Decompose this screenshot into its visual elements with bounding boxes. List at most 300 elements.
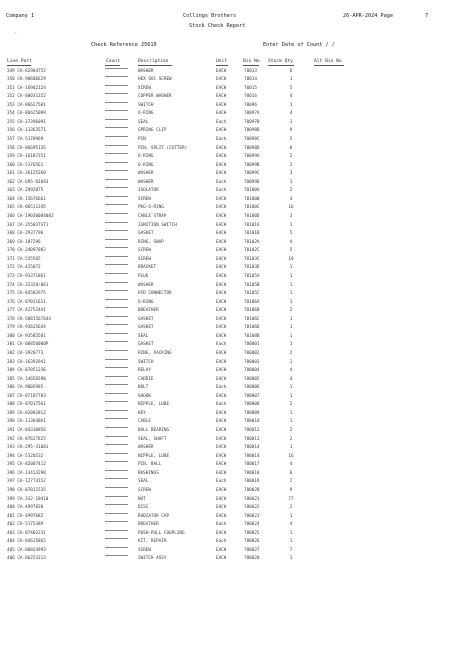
table-row bbox=[0, 213, 460, 222]
unit-cell: EACH bbox=[216, 410, 227, 416]
stock-qty-cell: 2 bbox=[289, 436, 293, 442]
description-cell: BALL BEARING bbox=[138, 428, 170, 434]
table-row bbox=[0, 273, 460, 282]
bin-no-cell: 780003 bbox=[244, 359, 260, 365]
count-entry-blank[interactable] bbox=[105, 110, 128, 111]
stock-qty-cell: 1 bbox=[289, 291, 293, 297]
bin-no-cell: 70098D bbox=[244, 145, 260, 151]
stock-qty-cell: 2 bbox=[289, 350, 293, 356]
stock-qty-cell: 1 bbox=[289, 325, 293, 331]
description-cell: SEAL bbox=[138, 479, 149, 485]
unit-cell: EACH bbox=[216, 505, 227, 511]
count-entry-blank[interactable] bbox=[105, 127, 128, 128]
line-part-cell: 389 CA-02002812 bbox=[7, 410, 46, 416]
stock-qty-cell: 2 bbox=[289, 154, 293, 160]
count-entry-blank[interactable] bbox=[105, 68, 128, 69]
bin-no-cell: 70100A bbox=[244, 188, 260, 194]
count-entry-blank[interactable] bbox=[105, 418, 128, 419]
description-underline bbox=[138, 65, 172, 66]
count-entry-blank[interactable] bbox=[105, 162, 128, 163]
bin-no-cell: 780022 bbox=[244, 505, 260, 511]
table-row bbox=[0, 487, 460, 496]
count-entry-blank[interactable] bbox=[105, 513, 128, 514]
col-unit: Unit bbox=[216, 59, 228, 64]
table-row bbox=[0, 418, 460, 427]
unit-cell: EACH bbox=[216, 282, 227, 288]
table-row bbox=[0, 470, 460, 479]
table-row bbox=[0, 401, 460, 410]
count-entry-blank[interactable] bbox=[105, 538, 128, 539]
line-part-cell: 388 CA-87017561 bbox=[7, 402, 46, 408]
count-entry-blank[interactable] bbox=[105, 324, 128, 325]
table-row bbox=[0, 204, 460, 213]
description-cell: BREATHER bbox=[138, 308, 159, 314]
line-part-cell: 405 CA-80824993 bbox=[7, 547, 46, 553]
unit-cell: EACH bbox=[216, 376, 227, 382]
bin-no-cell: 70100D bbox=[244, 214, 260, 220]
count-entry-blank[interactable] bbox=[105, 359, 128, 360]
description-cell: O-RING bbox=[138, 154, 154, 160]
line-part-cell: 362 CA-695-81043 bbox=[7, 179, 49, 185]
bin-no-cell: 70099A bbox=[244, 154, 260, 160]
line-part-cell: 399 CA-332-10410 bbox=[7, 496, 49, 502]
description-cell: SCREW bbox=[138, 256, 151, 262]
table-row bbox=[0, 179, 460, 188]
stock-qty-cell: 1 bbox=[289, 102, 293, 108]
table-row bbox=[0, 68, 460, 77]
stock-qty-cell: 5 bbox=[289, 248, 293, 254]
line-part-cell: 356 CA-11363571 bbox=[7, 128, 46, 134]
description-cell: NUT bbox=[138, 496, 146, 502]
description-cell: WASHER bbox=[138, 179, 154, 185]
table-row bbox=[0, 145, 460, 154]
line-part-cell: 359 CA-16187351 bbox=[7, 154, 46, 160]
bin-no-cell: 780017 bbox=[244, 462, 260, 468]
unit-cell: EACH bbox=[216, 462, 227, 468]
count-entry-blank[interactable] bbox=[105, 282, 128, 283]
line-part-cell: 394 CA-5320532 bbox=[7, 453, 44, 459]
line-part-cell: 397 CA-12774152 bbox=[7, 479, 46, 485]
unit-cell: EACH bbox=[216, 547, 227, 553]
stock-qty-cell: 1 bbox=[289, 445, 293, 451]
line-part-cell: 378 CA-5881567644 bbox=[7, 316, 51, 322]
line-part-cell: 357 CA-5178969 bbox=[7, 136, 44, 142]
unit-cell: EACH bbox=[216, 128, 227, 134]
description-cell: CABLE STRAP bbox=[138, 214, 167, 220]
stock-qty-cell: 5 bbox=[289, 85, 293, 91]
table-row bbox=[0, 110, 460, 119]
unit-cell: EACH bbox=[216, 359, 227, 365]
bin-no-cell: 70096 bbox=[244, 102, 257, 108]
alt-bin-no-underline bbox=[314, 65, 344, 66]
stock-qty-cell: 2 bbox=[289, 308, 293, 314]
description-cell: GASKET bbox=[138, 342, 154, 348]
count-entry-blank[interactable] bbox=[105, 299, 128, 300]
description-cell: BUSHINGS bbox=[138, 470, 159, 476]
count-entry-blank[interactable] bbox=[105, 555, 128, 556]
table-row bbox=[0, 282, 460, 291]
description-cell: BOLT bbox=[138, 385, 149, 391]
description-cell: BREATHER bbox=[138, 522, 159, 528]
line-part-cell: 380 CA-93583581 bbox=[7, 333, 46, 339]
count-entry-blank[interactable] bbox=[105, 213, 128, 214]
table-row bbox=[0, 256, 460, 265]
table-row bbox=[0, 119, 460, 128]
description-cell: WASHER bbox=[138, 282, 154, 288]
unit-cell: EACH bbox=[216, 171, 227, 177]
col-bin-no: Bin No bbox=[243, 59, 260, 64]
stock-qty-cell: 1 bbox=[289, 299, 293, 305]
stock-qty-cell: 1 bbox=[289, 530, 293, 536]
line-part-cell: 360 CA-5176561 bbox=[7, 162, 44, 168]
line-part-cell: 403 CA-87402231 bbox=[7, 530, 46, 536]
count-entry-blank[interactable] bbox=[105, 85, 128, 86]
table-row bbox=[0, 376, 460, 385]
unit-cell: EACH bbox=[216, 214, 227, 220]
stock-qty-cell: 2 bbox=[289, 402, 293, 408]
count-entry-blank[interactable] bbox=[105, 410, 128, 411]
table-row bbox=[0, 247, 460, 256]
unit-cell: EACH bbox=[216, 145, 227, 151]
count-entry-blank[interactable] bbox=[105, 307, 128, 308]
stock-qty-cell: 1 bbox=[289, 539, 293, 545]
col-line-part: Line Part bbox=[7, 59, 32, 64]
line-part-cell: 401 CA-4997682 bbox=[7, 513, 44, 519]
unit-cell: Each bbox=[216, 402, 227, 408]
line-part-cell: 355 CA-37396091 bbox=[7, 119, 46, 125]
unit-cell: EACH bbox=[216, 94, 227, 100]
stock-qty-cell: 16 bbox=[288, 453, 294, 459]
description-cell: HYD CONNECTOR bbox=[138, 291, 172, 297]
table-row bbox=[0, 324, 460, 333]
line-part-cell: 392 CA-87627825 bbox=[7, 436, 46, 442]
bin-no-cell: 780026 bbox=[244, 539, 260, 545]
stock-qty-cell: 1 bbox=[289, 419, 293, 425]
stock-qty-cell: 10 bbox=[288, 256, 294, 262]
table-row bbox=[0, 359, 460, 368]
line-part-cell: 379 CA-93635644 bbox=[7, 325, 46, 331]
count-entry-blank[interactable] bbox=[105, 290, 128, 291]
bin-no-cell: 70100B bbox=[244, 196, 260, 202]
bin-no-cell: 780013 bbox=[244, 436, 260, 442]
bin-no-cell: 780028 bbox=[244, 556, 260, 562]
line-part-cell: 384 CA-87051236 bbox=[7, 368, 46, 374]
stock-qty-cell: 1 bbox=[289, 265, 293, 271]
unit-cell: Each bbox=[216, 188, 227, 194]
table-row bbox=[0, 316, 460, 325]
count-entry-blank[interactable] bbox=[105, 487, 128, 488]
table-row bbox=[0, 555, 460, 564]
unit-cell: Each bbox=[216, 385, 227, 391]
stock-qty-cell: 1 bbox=[289, 282, 293, 288]
stock-qty-cell: 77 bbox=[288, 496, 294, 502]
unit-cell: EACH bbox=[216, 222, 227, 228]
count-entry-blank[interactable] bbox=[105, 187, 128, 188]
stock-qty-cell: 9 bbox=[289, 128, 293, 134]
line-part-cell: 395 CA-82007412 bbox=[7, 462, 46, 468]
bin-no-cell: 70014 bbox=[244, 77, 257, 83]
line-part-cell: 363 CA-2992075 bbox=[7, 188, 44, 194]
stock-qty-cell: 1 bbox=[289, 77, 293, 83]
description-cell: SCREW bbox=[138, 547, 151, 553]
count-entry-blank[interactable] bbox=[105, 247, 128, 248]
bin-no-cell: 780024 bbox=[244, 522, 260, 528]
stock-qty-cell: 1 bbox=[289, 119, 293, 125]
description-cell: SCREW bbox=[138, 85, 151, 91]
stock-qty-cell: 4 bbox=[289, 522, 293, 528]
stock-qty-cell: 3 bbox=[289, 171, 293, 177]
line-part-cell: 383 CA-16392941 bbox=[7, 359, 46, 365]
table-row bbox=[0, 427, 460, 436]
bin-no-cell: 70013 bbox=[244, 68, 257, 74]
description-cell: IGNITION SWITCH bbox=[138, 222, 177, 228]
bin-no-cell: 780002 bbox=[244, 350, 260, 356]
description-cell: SCREW bbox=[138, 487, 151, 493]
description-cell: CABLE bbox=[138, 419, 151, 425]
count-entry-blank[interactable] bbox=[105, 393, 128, 394]
count-entry-blank[interactable] bbox=[105, 153, 128, 154]
unit-cell: EACH bbox=[216, 530, 227, 536]
table-row bbox=[0, 538, 460, 547]
bin-no-cell: 780006 bbox=[244, 385, 260, 391]
count-entry-blank[interactable] bbox=[105, 461, 128, 462]
count-entry-blank[interactable] bbox=[105, 367, 128, 368]
line-part-cell: 373 CA-93371861 bbox=[7, 273, 46, 279]
stock-qty-cell: 6 bbox=[289, 470, 293, 476]
count-entry-blank[interactable] bbox=[105, 264, 128, 265]
count-entry-blank[interactable] bbox=[105, 102, 128, 103]
stock-qty-cell: 2 bbox=[289, 479, 293, 485]
unit-cell: EACH bbox=[216, 350, 227, 356]
unit-cell: EACH bbox=[216, 77, 227, 83]
count-entry-blank[interactable] bbox=[105, 196, 128, 197]
bin-no-cell: 780010 bbox=[244, 419, 260, 425]
table-row bbox=[0, 384, 460, 393]
line-part-cell: 351 CA-16902124 bbox=[7, 85, 46, 91]
stock-qty-cell: 16 bbox=[288, 205, 294, 211]
description-cell: PIN bbox=[138, 136, 146, 142]
description-cell: PIN, SPLIT (COTTER) bbox=[138, 145, 188, 151]
line-part-cell: 402 CA-5175389 bbox=[7, 522, 44, 528]
count-entry-blank[interactable] bbox=[105, 341, 128, 342]
unit-cell: EACH bbox=[216, 248, 227, 254]
line-part-cell: 358 CA-86695135 bbox=[7, 145, 46, 151]
description-cell: PKG-O-RING bbox=[138, 205, 164, 211]
description-cell: COPPER WASHER bbox=[138, 94, 172, 100]
table-row bbox=[0, 367, 460, 376]
stock-qty-cell: 4 bbox=[289, 376, 293, 382]
count-entry-blank[interactable] bbox=[105, 119, 128, 120]
count-entry-blank[interactable] bbox=[105, 93, 128, 94]
bin-no-underline bbox=[243, 65, 259, 66]
count-entry-blank[interactable] bbox=[105, 504, 128, 505]
table-row bbox=[0, 333, 460, 342]
company-label: Company 1 bbox=[6, 13, 35, 19]
count-entry-blank[interactable] bbox=[105, 350, 128, 351]
col-stock-qty: Stock Qty bbox=[268, 59, 293, 64]
table-row bbox=[0, 453, 460, 462]
count-entry-blank[interactable] bbox=[105, 76, 128, 77]
bin-no-cell: 70101B bbox=[244, 231, 260, 237]
count-entry-blank[interactable] bbox=[105, 444, 128, 445]
unit-cell: EACH bbox=[216, 368, 227, 374]
table-row bbox=[0, 290, 460, 299]
col-alt-bin-no: Alt Bin No bbox=[314, 59, 342, 64]
bin-no-cell: 70098B bbox=[244, 128, 260, 134]
count-entry-blank[interactable] bbox=[105, 376, 128, 377]
line-part-cell: 398 CA-87011535 bbox=[7, 487, 46, 493]
bin-no-cell: 70101A bbox=[244, 222, 260, 228]
bin-no-cell: 780023 bbox=[244, 513, 260, 519]
unit-cell: EACH bbox=[216, 231, 227, 237]
count-entry-blank[interactable] bbox=[105, 478, 128, 479]
line-part-cell: 406 CA-86253313 bbox=[7, 556, 46, 562]
stock-qty-cell: 2 bbox=[289, 428, 293, 434]
description-cell: RING, PACKING bbox=[138, 350, 172, 356]
table-row bbox=[0, 162, 460, 171]
count-entry-blank[interactable] bbox=[105, 239, 128, 240]
stock-qty-cell: 2 bbox=[289, 162, 293, 168]
bin-no-cell: 70102C bbox=[244, 248, 260, 254]
count-entry-blank[interactable] bbox=[105, 316, 128, 317]
count-entry-blank[interactable] bbox=[105, 230, 128, 231]
unit-cell: EACH bbox=[216, 333, 227, 339]
count-entry-blank[interactable] bbox=[105, 222, 128, 223]
line-part-cell: 375 CA-84582975 bbox=[7, 291, 46, 297]
count-entry-blank[interactable] bbox=[105, 427, 128, 428]
count-entry-blank[interactable] bbox=[105, 170, 128, 171]
bin-no-cell: 70016 bbox=[244, 94, 257, 100]
table-row bbox=[0, 307, 460, 316]
unit-cell: EACH bbox=[216, 111, 227, 117]
line-part-cell: 365 CA-06511345 bbox=[7, 205, 46, 211]
line-part-cell: 354 CA-86625099 bbox=[7, 111, 46, 117]
unit-cell: Each bbox=[216, 179, 227, 185]
bin-no-cell: 780021 bbox=[244, 496, 260, 502]
line-part-cell: 381 CA-08850000P bbox=[7, 342, 49, 348]
report-date: 26-APR-2024 Page bbox=[343, 13, 393, 19]
bin-no-cell: 70106D bbox=[244, 325, 260, 331]
description-cell: SEAL, SHAFT bbox=[138, 436, 167, 442]
stock-qty-cell: 1 bbox=[289, 179, 293, 185]
table-row bbox=[0, 513, 460, 522]
table-row bbox=[0, 530, 460, 539]
unit-cell: EACH bbox=[216, 393, 227, 399]
report-title: Stock Check Report bbox=[189, 23, 246, 29]
description-cell: KEY bbox=[138, 410, 146, 416]
count-entry-blank[interactable] bbox=[105, 401, 128, 402]
bin-no-cell: 70108B bbox=[244, 333, 260, 339]
bin-no-cell: 70103D bbox=[244, 265, 260, 271]
bin-no-cell: 780020 bbox=[244, 487, 260, 493]
table-row bbox=[0, 187, 460, 196]
table-row bbox=[0, 478, 460, 487]
line-part-underline bbox=[7, 65, 31, 66]
table-row bbox=[0, 504, 460, 513]
unit-cell: EACH bbox=[216, 487, 227, 493]
stock-qty-cell: 4 bbox=[289, 239, 293, 245]
stock-qty-cell: 1 bbox=[289, 342, 293, 348]
table-row bbox=[0, 393, 460, 402]
enter-date-of-count: Enter Date of Count / / bbox=[263, 42, 335, 48]
count-entry-blank[interactable] bbox=[105, 136, 128, 137]
stock-qty-cell: 1 bbox=[289, 385, 293, 391]
stock-qty-cell: 1 bbox=[289, 333, 293, 339]
count-entry-blank[interactable] bbox=[105, 521, 128, 522]
line-part-cell: 349 CA-82904752 bbox=[7, 68, 46, 74]
stock-qty-cell: 8 bbox=[289, 145, 293, 151]
header-mark: - bbox=[14, 30, 18, 36]
stock-qty-cell: 9 bbox=[289, 487, 293, 493]
bin-no-cell: 780005 bbox=[244, 376, 260, 382]
stock-qty-cell: 7 bbox=[289, 547, 293, 553]
count-entry-blank[interactable] bbox=[105, 179, 128, 180]
table-row bbox=[0, 102, 460, 111]
description-cell: RING, SNAP bbox=[138, 239, 164, 245]
count-entry-blank[interactable] bbox=[105, 384, 128, 385]
table-row bbox=[0, 444, 460, 453]
bin-no-cell: 780007 bbox=[244, 393, 260, 399]
table-row bbox=[0, 136, 460, 145]
description-cell: SWITCH bbox=[138, 102, 154, 108]
stock-qty-cell: 1 bbox=[289, 393, 293, 399]
line-part-cell: 386 CA-9805985 bbox=[7, 385, 44, 391]
stock-qty-cell: 1 bbox=[289, 222, 293, 228]
stock-qty-cell: 1 bbox=[289, 410, 293, 416]
stock-qty-cell: 1 bbox=[289, 513, 293, 519]
bin-no-cell: 70102A bbox=[244, 239, 260, 245]
stock-qty-cell: 1 bbox=[289, 273, 293, 279]
bin-no-cell: 780004 bbox=[244, 368, 260, 374]
description-cell: WASHER bbox=[138, 171, 154, 177]
count-entry-blank[interactable] bbox=[105, 496, 128, 497]
stock-qty-cell: 1 bbox=[289, 316, 293, 322]
description-cell: WASHER bbox=[138, 445, 154, 451]
count-entry-blank[interactable] bbox=[105, 256, 128, 257]
description-cell: NIPPLE, LUBE bbox=[138, 453, 170, 459]
table-row bbox=[0, 93, 460, 102]
table-row bbox=[0, 521, 460, 530]
table-row bbox=[0, 350, 460, 359]
description-cell: PUSH-PULL COUPLING bbox=[138, 530, 185, 536]
line-part-cell: 376 CA-87011611 bbox=[7, 299, 46, 305]
unit-cell: EACH bbox=[216, 428, 227, 434]
count-entry-blank[interactable] bbox=[105, 333, 128, 334]
table-row bbox=[0, 170, 460, 179]
count-entry-blank[interactable] bbox=[105, 470, 128, 471]
unit-cell: EACH bbox=[216, 445, 227, 451]
description-cell: SCREW bbox=[138, 248, 151, 254]
stock-qty-cell: 3 bbox=[289, 214, 293, 220]
count-entry-blank[interactable] bbox=[105, 273, 128, 274]
table-row bbox=[0, 299, 460, 308]
count-entry-blank[interactable] bbox=[105, 530, 128, 531]
line-part-cell: 396 CA-13413290 bbox=[7, 470, 46, 476]
count-entry-blank[interactable] bbox=[105, 436, 128, 437]
count-entry-blank[interactable] bbox=[105, 453, 128, 454]
stock-qty-cell: 4 bbox=[289, 111, 293, 117]
bin-no-cell: 780008 bbox=[244, 402, 260, 408]
count-entry-blank[interactable] bbox=[105, 547, 128, 548]
page-number: 7 bbox=[425, 13, 429, 19]
table-row bbox=[0, 222, 460, 231]
unit-cell: EACH bbox=[216, 85, 227, 91]
stock-qty-cell: 1 bbox=[289, 556, 293, 562]
count-entry-blank[interactable] bbox=[105, 145, 128, 146]
count-entry-blank[interactable] bbox=[105, 204, 128, 205]
description-cell: GASKET bbox=[138, 325, 154, 331]
stock-qty-cell: 5 bbox=[289, 136, 293, 142]
